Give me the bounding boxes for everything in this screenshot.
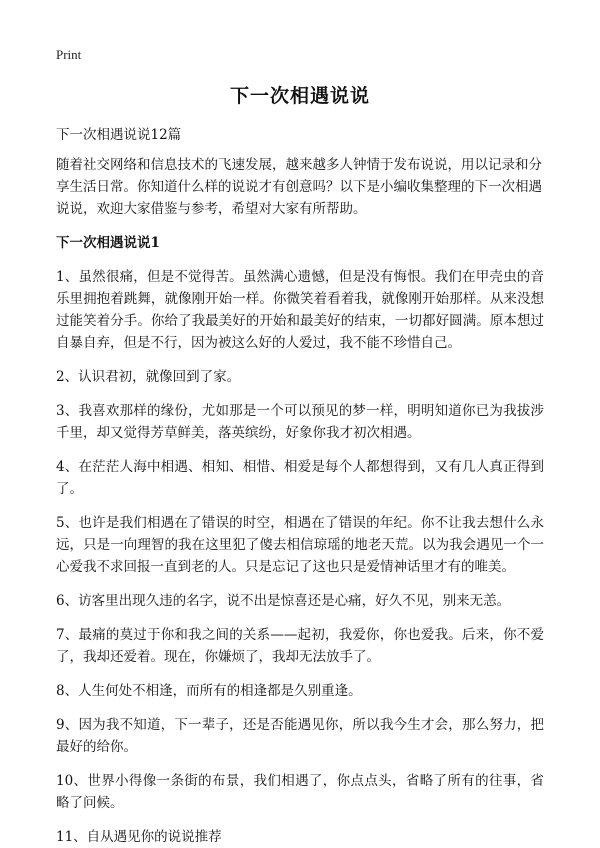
saying-item-7: 7、最痛的莫过于你和我之间的关系——起初，我爱你，你也爱我。后来，你不爱了，我却还爱着。现在，你嫌烦了，我却无法放手了。	[56, 627, 544, 665]
saying-item-8: 8、人生何处不相逢，而所有的相逢都是久别重逢。	[56, 683, 362, 699]
section-heading: 下一次相遇说说1	[56, 235, 160, 251]
saying-item-6: 6、访客里出现久违的名字，说不出是惊喜还是心痛，好久不见，别来无恙。	[56, 593, 511, 609]
saying-item-5: 5、也许是我们相遇在了错误的时空，相遇在了错误的年纪。你不让我去想什么永远，只是一向理智的我在这里犯了傻去相信琼瑶的地老天荒。以为我会遇见一个一心爱我不求回报一直到老的人。只是忘记了这也只是爱情神话里才有的唯美。	[56, 515, 544, 575]
saying-item-2: 2、认识君初，就像回到了家。	[56, 369, 241, 385]
saying-item-1: 1、虽然很痛，但是不觉得苦。虽然满心遗憾，但是没有悔恨。我们在甲壳虫的音乐里拥抱着跳舞，就像刚开始一样。你微笑着看着我，就像刚开始那样。从来没想过能笑着分手。你给了我最美好的开始和最美好的结束，一切都好圆满。原本想过自暴自弃，但是不行，因为被这么好的人爱过，我不能不珍惜自己。	[56, 269, 544, 351]
saying-item-11: 11、自从遇见你的说说推荐	[56, 829, 222, 845]
document-title: 下一次相遇说说	[229, 85, 370, 107]
saying-item-10: 10、世界小得像一条街的布景，我们相遇了，你点点头，省略了所有的往事，省略了问候。	[56, 773, 544, 811]
saying-item-4: 4、在茫茫人海中相遇、相知、相惜、相爱是每个人都想得到，又有几人真正得到了。	[56, 459, 544, 497]
intro-paragraph: 随着社交网络和信息技术的飞速发展，越来越多人钟情于发布说说，用以记录和分享生活日常。你知道什么样的说说才有创意吗？以下是小编收集整理的下一次相遇说说，欢迎大家借鉴与参考，希望对大家有所帮助。	[56, 157, 542, 217]
document-subtitle: 下一次相遇说说12篇	[56, 127, 182, 143]
saying-item-3: 3、我喜欢那样的缘份，尤如那是一个可以预见的梦一样，明明知道你已为我拔涉千里，却又觉得芳草鲜美，落英缤纷，好象你我才初次相遇。	[56, 403, 544, 441]
saying-item-9: 9、因为我不知道，下一辈子，还是否能遇见你，所以我今生才会，那么努力，把最好的给你。	[56, 717, 544, 755]
saying-list	[56, 266, 544, 848]
print-link[interactable]: Print	[56, 47, 82, 62]
